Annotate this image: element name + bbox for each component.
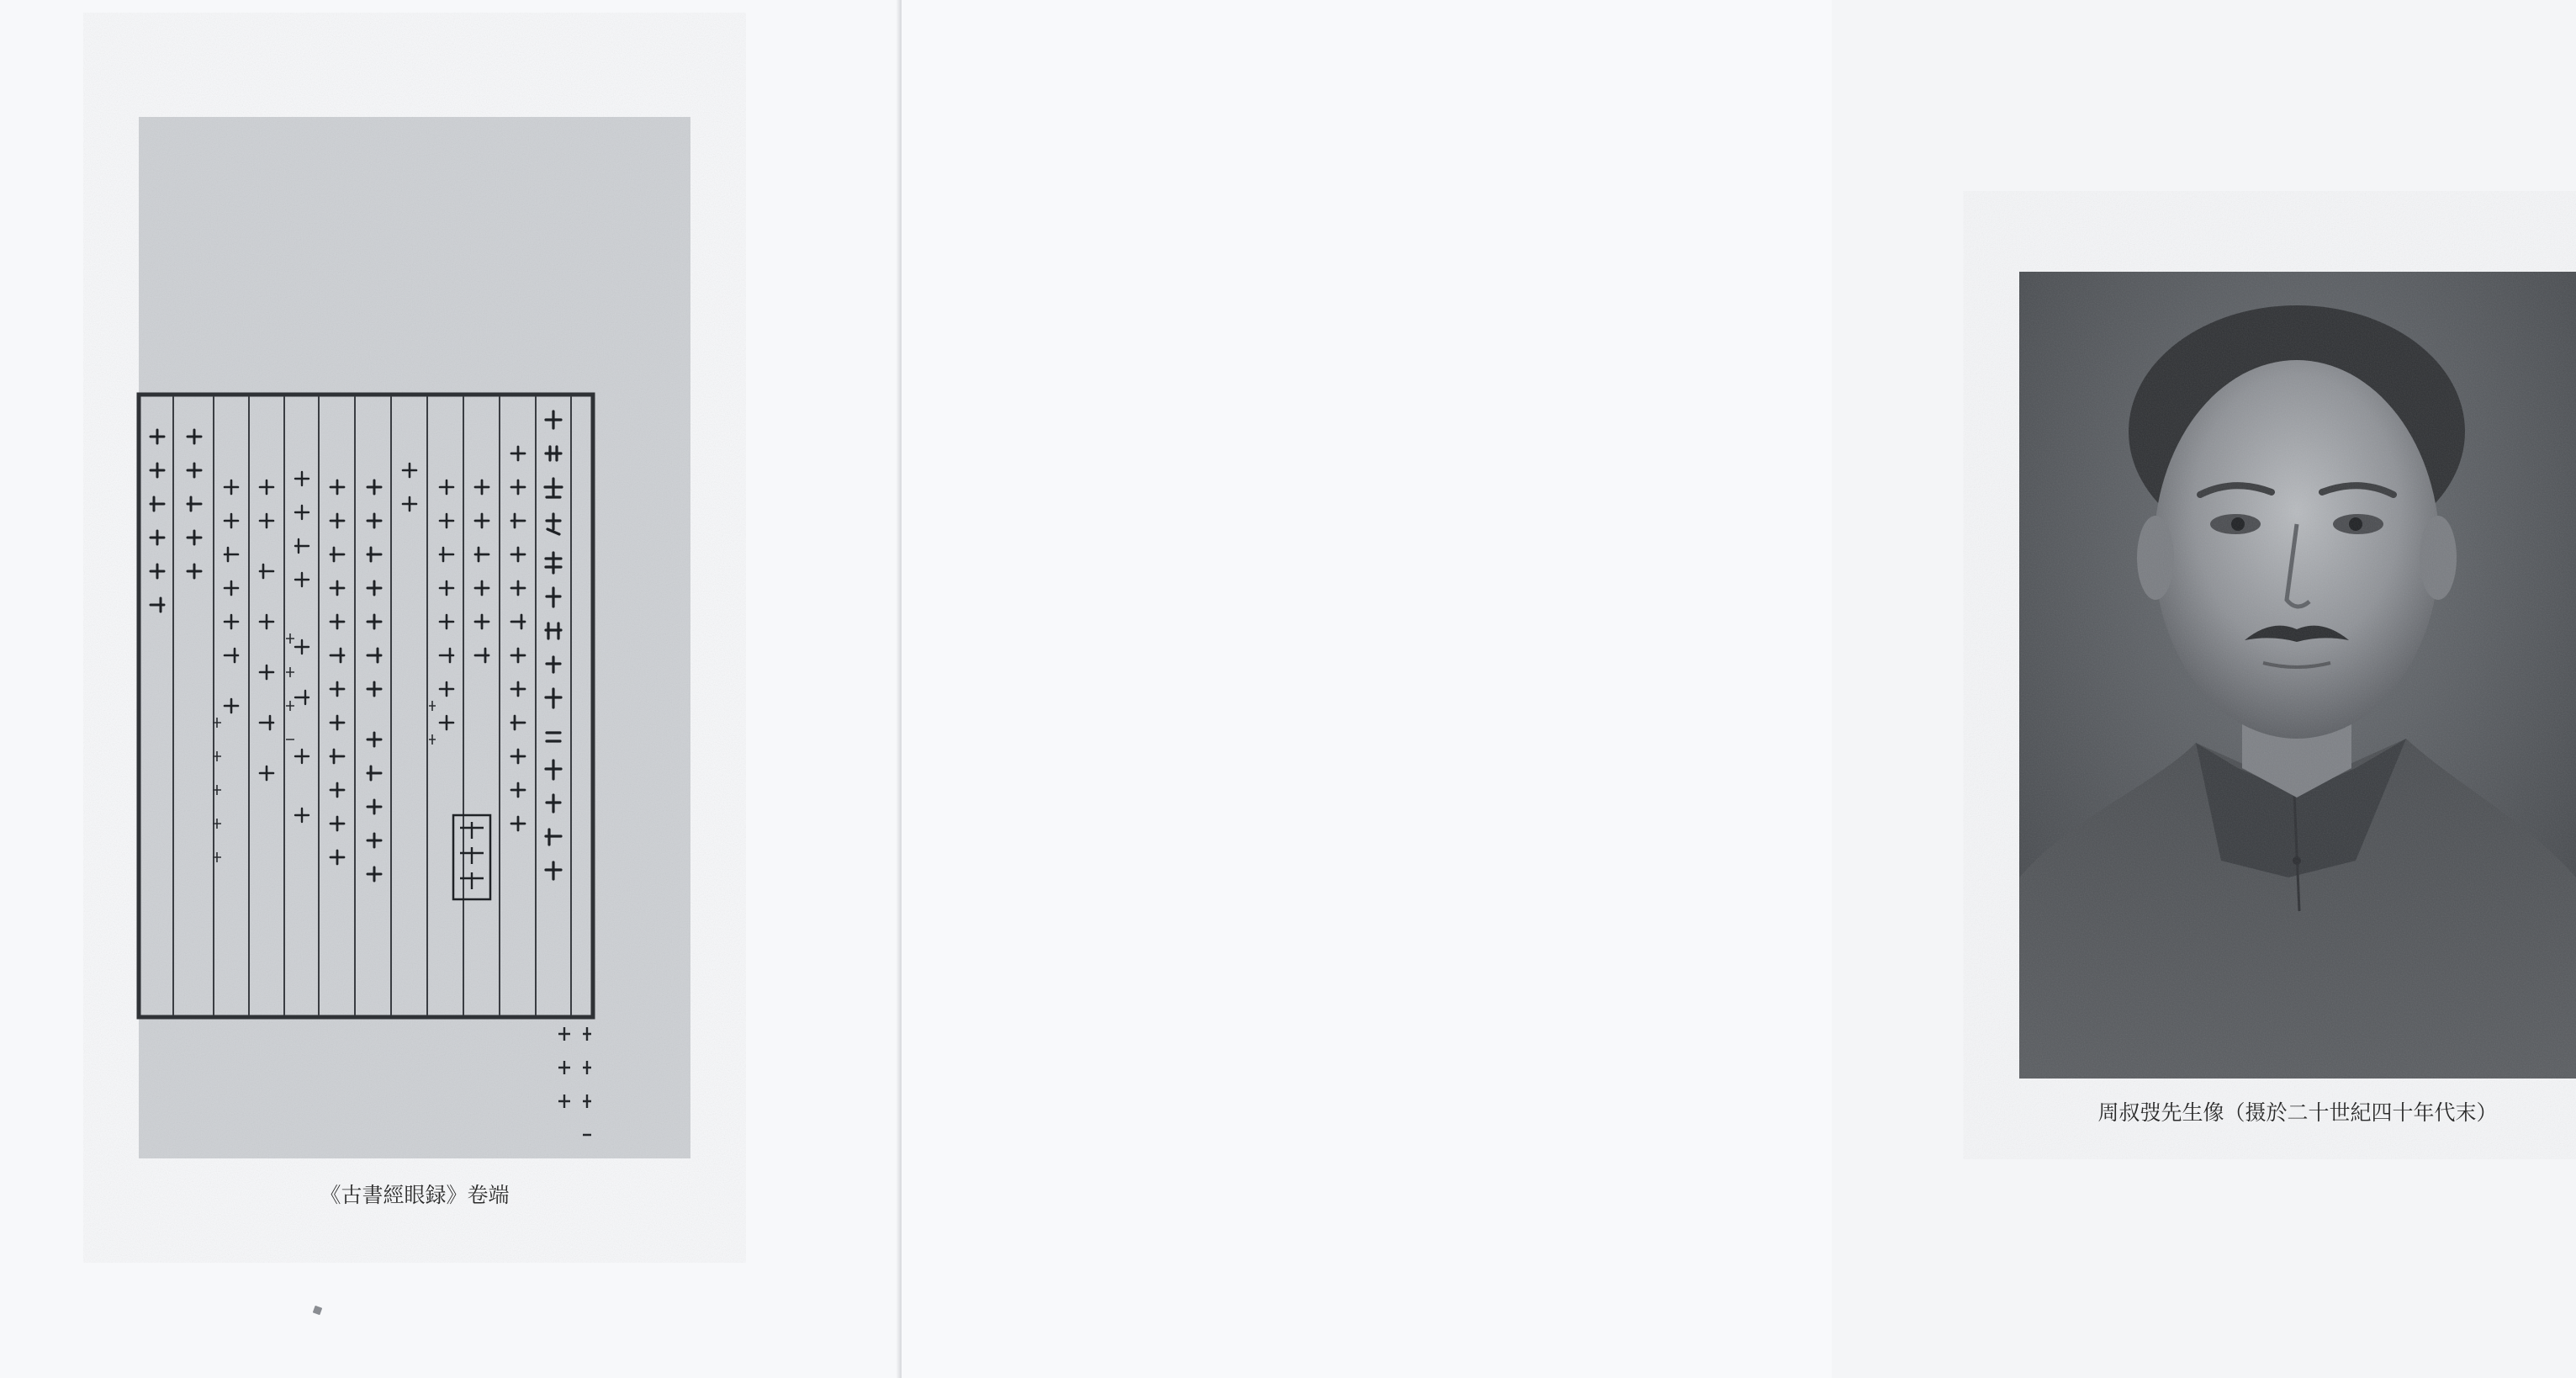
scan-speck [313,1306,323,1316]
right-page [902,0,2498,1378]
left-page [0,0,902,1378]
manuscript-image [139,117,690,1158]
portrait-caption: 周叔弢先生像（摄於二十世紀四十年代末） [2097,1100,2498,1125]
portrait-plate [2019,272,2576,1079]
portrait-image [2019,272,2576,1079]
manuscript-plate [139,117,690,1158]
manuscript-caption: 《古書經眼録》卷端 [320,1183,510,1207]
